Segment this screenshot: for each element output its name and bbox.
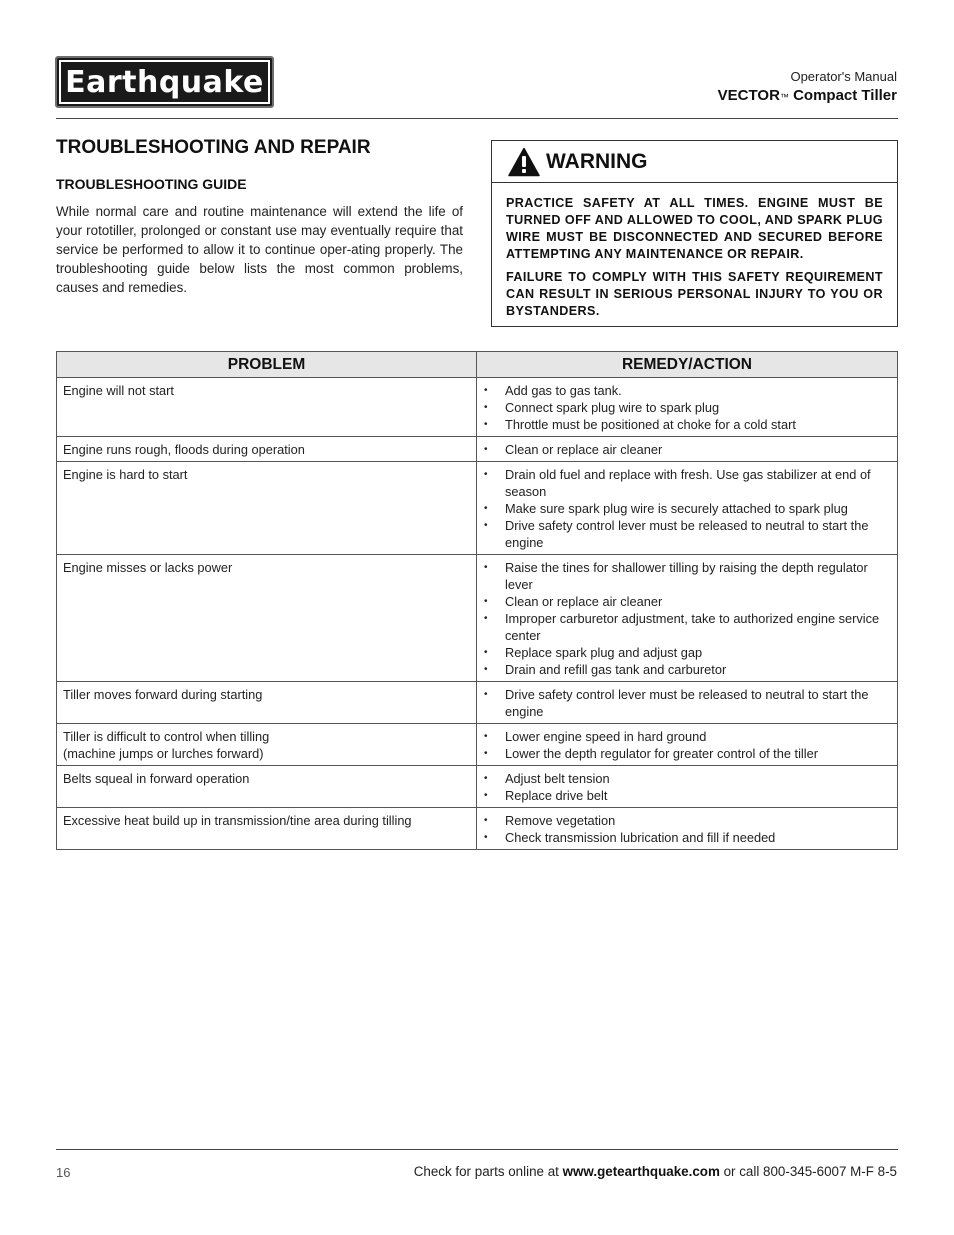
remedy-list — [483, 382, 891, 433]
problem-cell — [57, 682, 477, 724]
problem-text: Engine will not start — [63, 383, 174, 398]
table-row — [57, 462, 898, 555]
website-link[interactable]: www.getearthquake.com — [562, 1164, 720, 1179]
problem-cell — [57, 462, 477, 555]
remedy-list — [483, 770, 891, 804]
page-number: 16 — [56, 1165, 71, 1180]
footer-suffix: or call 800-345-6007 M-F 8-5 — [719, 1164, 897, 1179]
table-row — [57, 682, 898, 724]
table-row — [57, 437, 898, 462]
remedy-list — [483, 559, 891, 678]
remedy-item: • Improper carburetor adjustment, take to authorized engine service center — [483, 610, 891, 644]
logo-text: Earthquake — [65, 64, 264, 100]
remedy-item: • Drain old fuel and replace with fresh. Use gas stabilizer at end of season — [483, 466, 891, 500]
warning-triangle-icon — [508, 147, 540, 177]
earthquake-logo — [55, 56, 274, 108]
remedy-list — [483, 466, 891, 551]
remedy-cell — [477, 766, 898, 808]
remedy-item: • Add gas to gas tank. — [483, 382, 891, 399]
remedy-cell — [477, 437, 898, 462]
remedy-cell — [477, 682, 898, 724]
remedy-list — [483, 728, 891, 762]
remedy-item: • Throttle must be positioned at choke for a cold start — [483, 416, 891, 433]
table-row — [57, 724, 898, 766]
problem-cell — [57, 378, 477, 437]
footer-contact — [414, 1164, 897, 1179]
table-row — [57, 555, 898, 682]
table-header-row — [57, 352, 898, 378]
remedy-column-header: REMEDY/ACTION — [477, 352, 898, 378]
remedy-list — [483, 812, 891, 846]
problem-column-header: PROBLEM — [57, 352, 477, 378]
warning-paragraph-2: FAILURE TO COMPLY WITH THIS SAFETY REQUIREMENT CAN RESULT IN SERIOUS PERSONAL INJURY TO YOU OR BYSTANDERS. — [506, 270, 883, 318]
remedy-item: • Remove vegetation — [483, 812, 891, 829]
warning-header — [492, 141, 897, 183]
remedy-cell — [477, 378, 898, 437]
remedy-item: • Adjust belt tension — [483, 770, 891, 787]
remedy-item: • Drive safety control lever must be released to neutral to start the engine — [483, 517, 891, 551]
product-name: VECTOR — [717, 87, 780, 104]
remedy-item: • Make sure spark plug wire is securely attached to spark plug — [483, 500, 891, 517]
problem-cell — [57, 555, 477, 682]
remedy-item: • Clean or replace air cleaner — [483, 441, 891, 458]
remedy-item: • Drive safety control lever must be released to neutral to start the engine — [483, 686, 891, 720]
problem-text: Engine runs rough, floods during operation — [63, 442, 305, 457]
remedy-list — [483, 686, 891, 720]
remedy-item: • Lower the depth regulator for greater control of the tiller — [483, 745, 891, 762]
product-title — [718, 85, 897, 107]
footer-prefix: Check for parts online at — [413, 1164, 563, 1179]
document-header — [718, 68, 897, 107]
product-suffix: Compact Tiller — [788, 87, 897, 104]
table-row — [57, 378, 898, 437]
warning-body — [492, 183, 897, 320]
header-divider — [56, 118, 898, 119]
manual-label: Operator's Manual — [790, 69, 897, 84]
problem-cell — [57, 724, 477, 766]
problem-text: Tiller moves forward during starting — [63, 687, 263, 702]
warning-box — [491, 140, 898, 327]
remedy-cell — [477, 808, 898, 850]
problem-text: Engine is hard to start — [63, 467, 188, 482]
table-body — [57, 378, 898, 850]
remedy-item: • Lower engine speed in hard ground — [483, 728, 891, 745]
problem-text: Engine misses or lacks power — [63, 560, 233, 575]
trademark-mark: ™ — [779, 92, 789, 102]
remedy-item: • Replace drive belt — [483, 787, 891, 804]
remedy-item: • Drain and refill gas tank and carburetor — [483, 661, 891, 678]
problem-text: Excessive heat build up in transmission/tine area during tilling — [63, 813, 412, 828]
warning-paragraph-1: PRACTICE SAFETY AT ALL TIMES. ENGINE MUST BE TURNED OFF AND ALLOWED TO COOL, AND SPARK PLUG WIRE MUST BE DISCONNECTED AND SECURED BEFORE ATTEMPTING ANY MAINTENANCE OR REPAIR. — [506, 196, 883, 261]
remedy-item: • Clean or replace air cleaner — [483, 593, 891, 610]
remedy-item: • Connect spark plug wire to spark plug — [483, 399, 891, 416]
remedy-cell — [477, 724, 898, 766]
footer-divider — [56, 1149, 898, 1150]
remedy-item: • Replace spark plug and adjust gap — [483, 644, 891, 661]
section-title: TROUBLESHOOTING AND REPAIR — [56, 137, 371, 158]
problem-cell — [57, 766, 477, 808]
problem-text: Tiller is difficult to control when tilling — [63, 729, 270, 744]
problem-text: Belts squeal in forward operation — [63, 771, 250, 786]
intro-paragraph: While normal care and routine maintenance will extend the life of your rototiller, prolonged or constant use may eventually require that service be performed to allow it to continue oper-ating properly. The troubleshooting guide below lists the most common problems, causes and remedies. — [56, 204, 463, 295]
remedy-item: • Check transmission lubrication and fill if needed — [483, 829, 891, 846]
remedy-list — [483, 441, 891, 458]
problem-cell — [57, 808, 477, 850]
table-row — [57, 766, 898, 808]
table-row — [57, 808, 898, 850]
warning-title: WARNING — [546, 149, 648, 173]
troubleshooting-table — [56, 351, 898, 850]
remedy-cell — [477, 555, 898, 682]
remedy-cell — [477, 462, 898, 555]
remedy-item: • Raise the tines for shallower tilling by raising the depth regulator lever — [483, 559, 891, 593]
subsection-title: TROUBLESHOOTING GUIDE — [56, 176, 247, 192]
problem-cell — [57, 437, 477, 462]
problem-text: (machine jumps or lurches forward) — [63, 746, 264, 761]
